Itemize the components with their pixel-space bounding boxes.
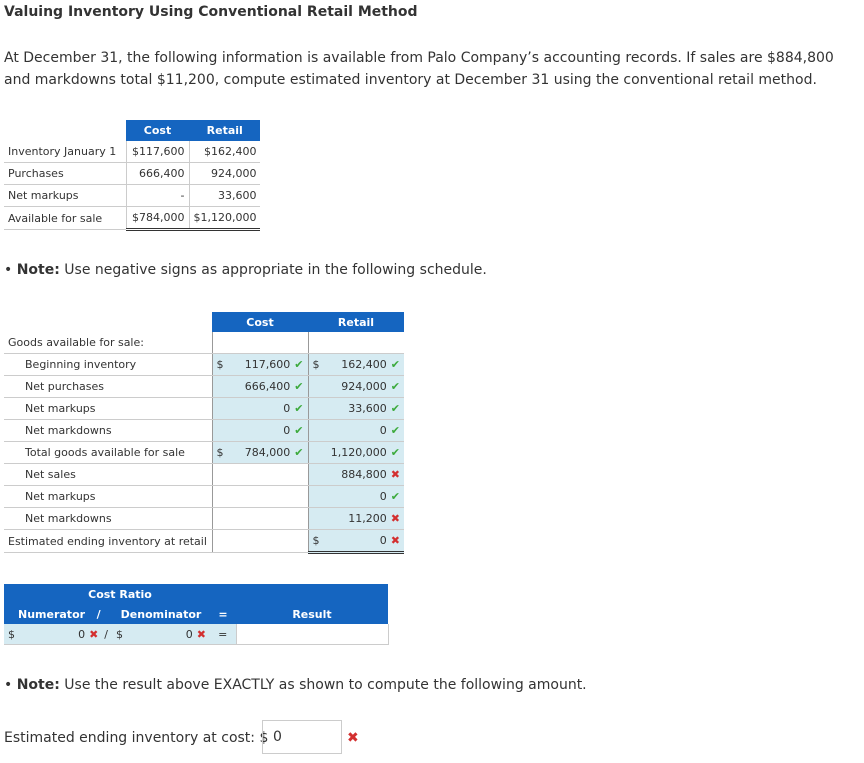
check-icon: ✔ <box>390 490 400 503</box>
check-icon: ✔ <box>390 424 400 437</box>
result-input[interactable] <box>236 624 388 645</box>
denominator-input[interactable]: $ 0 ✖ <box>112 624 210 645</box>
note-text: Use negative signs as appropriate in the following schedule. <box>59 262 487 278</box>
schedule-section-label: Goods available for sale: <box>4 332 212 354</box>
note-bold: Note: <box>16 677 60 693</box>
given-row-retail: $1,120,000 <box>189 207 260 230</box>
retail-input[interactable]: 11,200 ✖ <box>308 508 404 530</box>
retail-input[interactable]: 1,120,000 ✔ <box>308 442 404 464</box>
page-title: Valuing Inventory Using Conventional Retail Method <box>4 4 418 20</box>
check-icon: ✔ <box>294 402 304 415</box>
cost-input[interactable]: $ 784,000 ✔ <box>212 442 308 464</box>
given-row-cost: - <box>126 185 189 207</box>
x-icon: ✖ <box>347 730 359 746</box>
equals-sign: = <box>210 604 236 624</box>
numerator-input[interactable]: $ 0 ✖ / <box>4 624 112 645</box>
given-row-retail: 924,000 <box>189 163 260 185</box>
ending-retail-label: Estimated ending inventory at retail <box>4 530 212 553</box>
note-negative-signs: • Note: Use negative signs as appropriate in the following schedule. <box>4 262 487 278</box>
schedule-row-label: Net markups <box>4 398 212 420</box>
x-icon: ✖ <box>390 468 400 481</box>
retail-input[interactable]: 0 ✔ <box>308 420 404 442</box>
cost-input[interactable]: 666,400 ✔ <box>212 376 308 398</box>
check-icon: ✔ <box>390 446 400 459</box>
schedule-row-label: Net sales <box>4 464 212 486</box>
given-row-retail: $162,400 <box>189 141 260 163</box>
note-bold: Note: <box>16 262 60 278</box>
numerator-label: Numerator / <box>4 604 112 624</box>
retail-input[interactable]: 0 ✔ <box>308 486 404 508</box>
x-icon: ✖ <box>196 627 206 641</box>
check-icon: ✔ <box>390 358 400 371</box>
check-icon: ✔ <box>294 446 304 459</box>
given-row-label: Available for sale <box>4 207 126 230</box>
given-row-label: Purchases <box>4 163 126 185</box>
check-icon: ✔ <box>294 358 304 371</box>
given-row-retail: 33,600 <box>189 185 260 207</box>
given-row-label: Inventory January 1 <box>4 141 126 163</box>
check-icon: ✔ <box>390 380 400 393</box>
given-row-cost: 666,400 <box>126 163 189 185</box>
cost-input[interactable]: $ 117,600 ✔ <box>212 354 308 376</box>
schedule-row-label: Net markdowns <box>4 420 212 442</box>
result-label: Result <box>236 604 388 624</box>
equals-cell: = <box>210 624 236 645</box>
note-text: Use the result above EXACTLY as shown to compute the following amount. <box>59 677 587 693</box>
note-use-result: • Note: Use the result above EXACTLY as shown to compute the following amount. <box>4 677 587 693</box>
retail-schedule-table <box>4 312 404 554</box>
given-row-cost: $784,000 <box>126 207 189 230</box>
check-icon: ✔ <box>390 402 400 415</box>
x-icon: ✖ <box>89 627 99 641</box>
retail-input[interactable]: 924,000 ✔ <box>308 376 404 398</box>
given-row-label: Net markups <box>4 185 126 207</box>
ending-retail-input[interactable]: $ 0 ✖ <box>308 530 404 553</box>
schedule-header-retail: Retail <box>308 312 404 332</box>
schedule-row-label: Net markups <box>4 486 212 508</box>
cost-ratio-table <box>4 584 389 645</box>
check-icon: ✔ <box>294 424 304 437</box>
retail-input[interactable]: $ 162,400 ✔ <box>308 354 404 376</box>
cost-ratio-title: Cost Ratio <box>4 584 236 604</box>
retail-input[interactable]: 884,800 ✖ <box>308 464 404 486</box>
given-data-table <box>4 120 260 231</box>
schedule-row-label: Total goods available for sale <box>4 442 212 464</box>
x-icon: ✖ <box>390 512 400 525</box>
retail-input[interactable]: 33,600 ✔ <box>308 398 404 420</box>
schedule-row-label: Net purchases <box>4 376 212 398</box>
x-icon: ✖ <box>390 534 400 547</box>
check-icon: ✔ <box>294 380 304 393</box>
problem-statement: At December 31, the following information is available from Palo Company’s accounting records. If sales are $884,800 and markdowns total $11,200, compute estimated inventory at December 31 using the conventional retail method. <box>4 50 834 88</box>
given-header-retail: Retail <box>189 120 260 141</box>
denominator-label: Denominator <box>112 604 210 624</box>
cost-input[interactable]: 0 ✔ <box>212 398 308 420</box>
schedule-header-cost: Cost <box>212 312 308 332</box>
given-row-cost: $117,600 <box>126 141 189 163</box>
ending-cost-label: Estimated ending inventory at cost: $ <box>4 730 269 746</box>
cost-input[interactable]: 0 ✔ <box>212 420 308 442</box>
schedule-row-label: Net markdowns <box>4 508 212 530</box>
given-header-cost: Cost <box>126 120 189 141</box>
schedule-row-label: Beginning inventory <box>4 354 212 376</box>
ending-cost-input[interactable]: 0 <box>262 720 342 754</box>
